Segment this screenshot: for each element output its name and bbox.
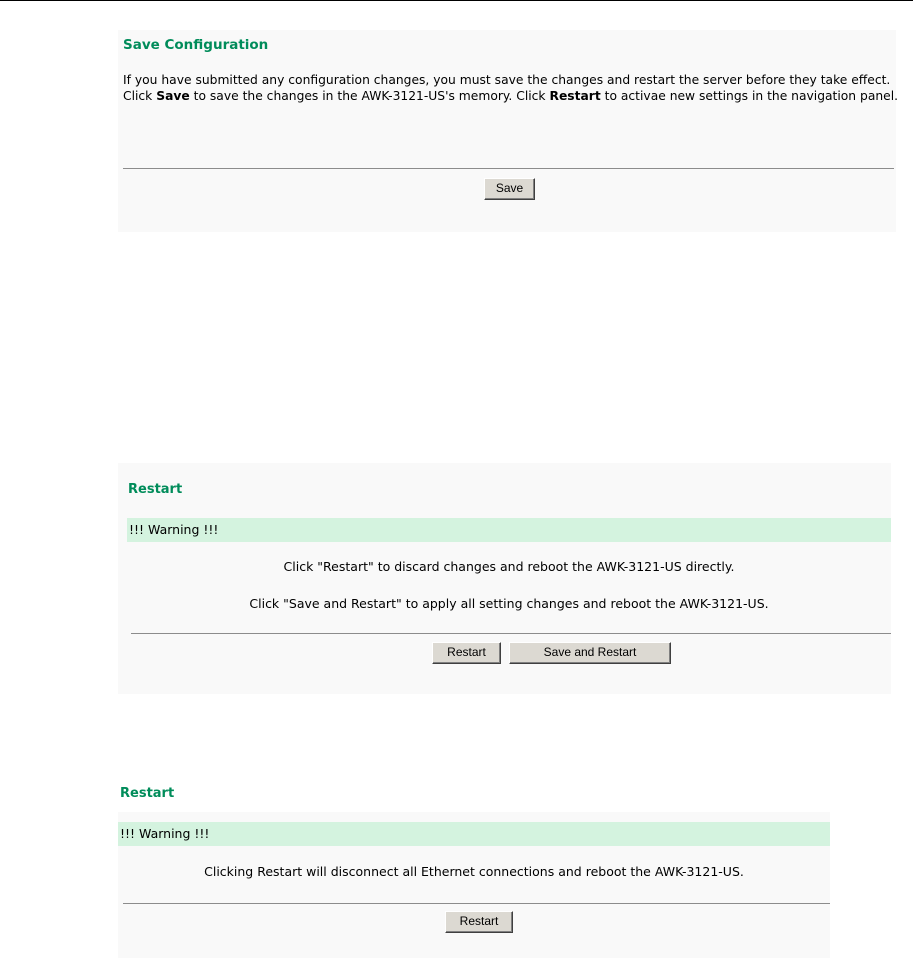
save-configuration-divider [123,168,894,169]
restart-only-info-line: Clicking Restart will disconnect all Ethernet connections and reboot the AWK-3121-US. [204,864,744,879]
description-bold-restart: Restart [549,89,601,103]
restart-title: Restart [128,482,183,497]
restart-only-title: Restart [120,786,175,801]
restart-only-divider [123,903,830,904]
restart-info-line-2: Click "Save and Restart" to apply all setting changes and reboot the AWK-3121-US. [249,596,769,611]
save-configuration-description [123,72,901,104]
restart-only-warning-bar [118,822,830,846]
restart-divider [131,633,891,634]
restart-info-line-1: Click "Restart" to discard changes and reboot the AWK-3121-US directly. [283,559,735,574]
warning-text: !!! Warning !!! [120,826,210,841]
save-configuration-panel [118,30,899,232]
description-bold-save: Save [156,89,190,103]
save-button[interactable]: Save [484,178,535,200]
description-text-2: to save the changes in the AWK-3121-US's memory. Click [189,89,550,103]
restart-button[interactable]: Restart [432,642,501,664]
restart-only-button[interactable]: Restart [445,911,513,933]
save-configuration-title: Save Configuration [123,37,269,53]
restart-panel [118,463,891,694]
save-and-restart-button[interactable]: Save and Restart [509,642,671,664]
restart-warning-bar [127,518,891,542]
top-border-line [0,0,913,1]
warning-text: !!! Warning !!! [129,522,219,537]
description-text-3: to activae new settings in the navigation panel. [600,89,899,103]
description-text-1: If you have submitted any configuration changes, you must save the changes and restart the server before they take effect. Click [123,73,891,103]
